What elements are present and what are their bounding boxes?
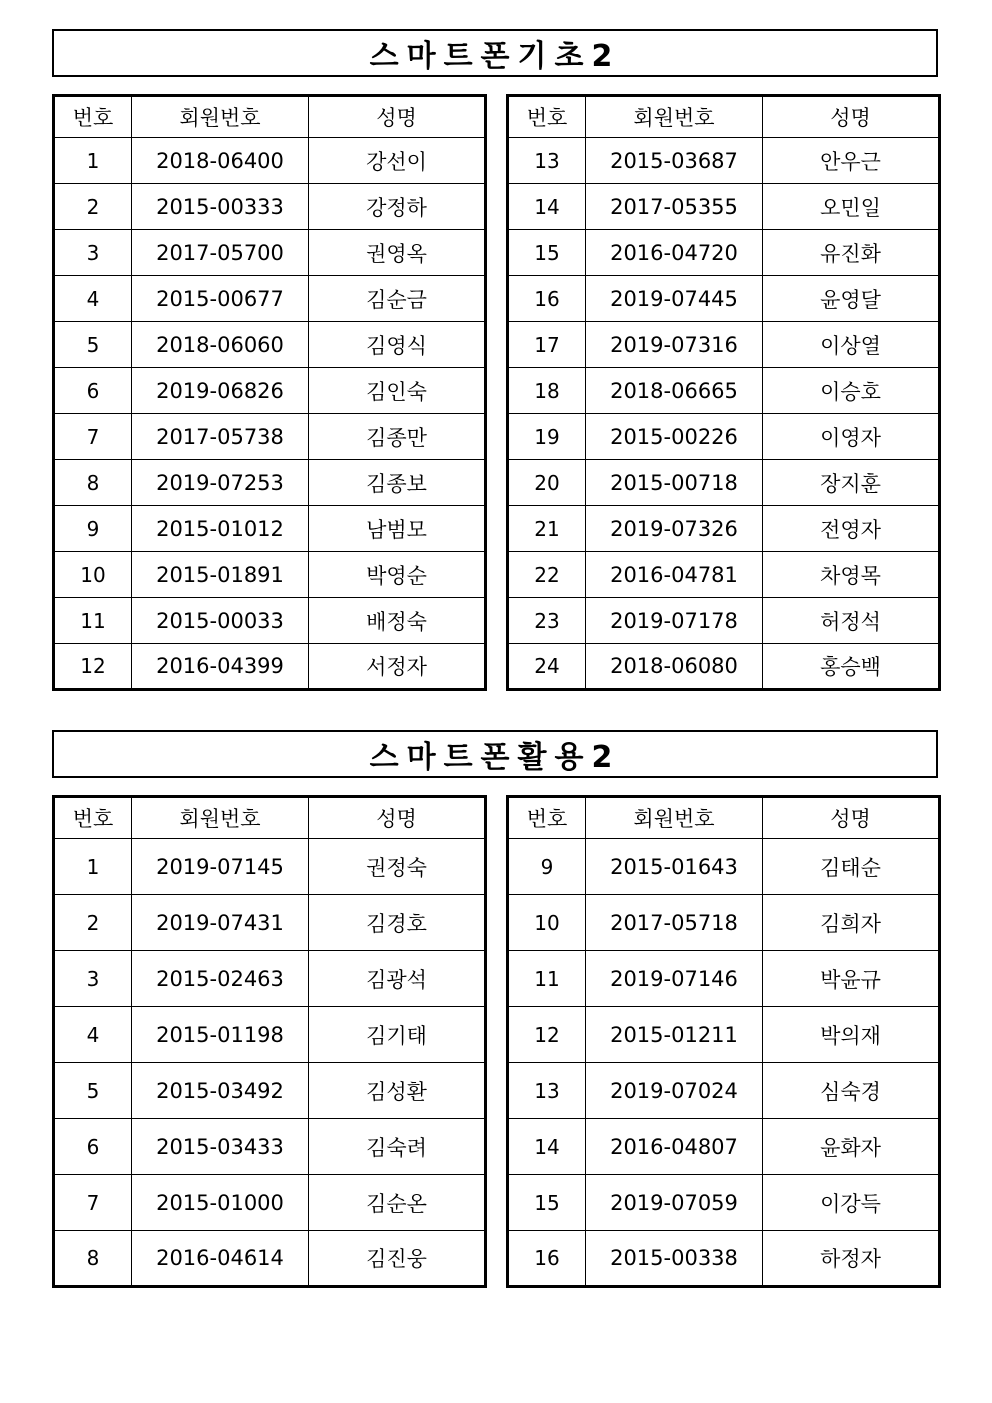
table-row	[54, 895, 486, 951]
member-number-cell: 10	[54, 552, 132, 598]
table-row	[508, 414, 940, 460]
member-name-cell: 박의재	[763, 1007, 940, 1063]
member-name-cell: 허정석	[763, 598, 940, 644]
member-number-cell: 16	[508, 1231, 586, 1287]
table-row	[54, 368, 486, 414]
member-name-cell: 이승호	[763, 368, 940, 414]
table-row	[508, 460, 940, 506]
column-header-name: 성명	[309, 797, 486, 839]
table-row	[54, 1231, 486, 1287]
member-id-cell: 2015-01012	[132, 506, 309, 552]
table-row	[508, 230, 940, 276]
table-row	[54, 951, 486, 1007]
table-row	[508, 895, 940, 951]
member-name-cell: 유진화	[763, 230, 940, 276]
column-header-no: 번호	[54, 96, 132, 138]
member-name-cell: 이강득	[763, 1175, 940, 1231]
column-header-member-id: 회원번호	[132, 797, 309, 839]
member-id-cell: 2016-04781	[586, 552, 763, 598]
column-header-name: 성명	[309, 96, 486, 138]
table-row	[508, 276, 940, 322]
member-name-cell: 서정자	[309, 644, 486, 690]
member-id-cell: 2019-07326	[586, 506, 763, 552]
member-name-cell: 김희자	[763, 895, 940, 951]
member-id-cell: 2017-05700	[132, 230, 309, 276]
member-name-cell: 김성환	[309, 1063, 486, 1119]
member-id-cell: 2019-07059	[586, 1175, 763, 1231]
member-name-cell: 강정하	[309, 184, 486, 230]
member-id-cell: 2016-04807	[586, 1119, 763, 1175]
member-id-cell: 2019-07445	[586, 276, 763, 322]
member-id-cell: 2018-06060	[132, 322, 309, 368]
member-id-cell: 2018-06400	[132, 138, 309, 184]
member-id-cell: 2015-00718	[586, 460, 763, 506]
member-name-cell: 윤영달	[763, 276, 940, 322]
member-name-cell: 안우근	[763, 138, 940, 184]
member-name-cell: 김태순	[763, 839, 940, 895]
table-row	[508, 1007, 940, 1063]
member-number-cell: 11	[508, 951, 586, 1007]
member-number-cell: 16	[508, 276, 586, 322]
table-row	[54, 230, 486, 276]
table-row	[54, 1175, 486, 1231]
member-number-cell: 3	[54, 230, 132, 276]
member-id-cell: 2015-01000	[132, 1175, 309, 1231]
member-id-cell: 2019-07145	[132, 839, 309, 895]
member-number-cell: 8	[54, 460, 132, 506]
table-row	[54, 460, 486, 506]
member-id-cell: 2019-07253	[132, 460, 309, 506]
table-row	[508, 1063, 940, 1119]
table-row	[508, 1119, 940, 1175]
member-number-cell: 5	[54, 322, 132, 368]
member-id-cell: 2015-01198	[132, 1007, 309, 1063]
table-row	[54, 1063, 486, 1119]
member-name-cell: 김순금	[309, 276, 486, 322]
column-header-no: 번호	[508, 797, 586, 839]
member-id-cell: 2015-02463	[132, 951, 309, 1007]
member-name-cell: 오민일	[763, 184, 940, 230]
table-row	[54, 552, 486, 598]
member-number-cell: 4	[54, 276, 132, 322]
column-header-no: 번호	[54, 797, 132, 839]
member-id-cell: 2015-03687	[586, 138, 763, 184]
member-name-cell: 차영목	[763, 552, 940, 598]
table-row	[54, 598, 486, 644]
table-row	[508, 598, 940, 644]
table-row	[508, 1231, 940, 1287]
table-row	[508, 839, 940, 895]
table-row	[54, 138, 486, 184]
member-name-cell: 이영자	[763, 414, 940, 460]
roster-table-basics-right	[506, 94, 941, 691]
member-number-cell: 5	[54, 1063, 132, 1119]
roster-table-advanced-right	[506, 795, 941, 1288]
member-name-cell: 전영자	[763, 506, 940, 552]
member-name-cell: 김순온	[309, 1175, 486, 1231]
member-name-cell: 박영순	[309, 552, 486, 598]
member-number-cell: 12	[508, 1007, 586, 1063]
member-number-cell: 18	[508, 368, 586, 414]
column-header-member-id: 회원번호	[586, 797, 763, 839]
member-number-cell: 2	[54, 895, 132, 951]
table-row	[54, 276, 486, 322]
member-number-cell: 2	[54, 184, 132, 230]
table-row	[508, 322, 940, 368]
roster-table-basics-left	[52, 94, 487, 691]
member-number-cell: 17	[508, 322, 586, 368]
member-number-cell: 1	[54, 839, 132, 895]
column-header-member-id: 회원번호	[132, 96, 309, 138]
member-name-cell: 윤화자	[763, 1119, 940, 1175]
section-title-basics: 스마트폰기초2	[52, 29, 938, 77]
member-name-cell: 김광석	[309, 951, 486, 1007]
member-id-cell: 2017-05718	[586, 895, 763, 951]
member-id-cell: 2015-03492	[132, 1063, 309, 1119]
member-number-cell: 13	[508, 138, 586, 184]
table-row	[54, 184, 486, 230]
member-id-cell: 2019-06826	[132, 368, 309, 414]
member-id-cell: 2018-06665	[586, 368, 763, 414]
member-name-cell: 김종보	[309, 460, 486, 506]
table-row	[54, 1119, 486, 1175]
member-number-cell: 8	[54, 1231, 132, 1287]
member-number-cell: 9	[508, 839, 586, 895]
member-number-cell: 14	[508, 1119, 586, 1175]
member-id-cell: 2017-05738	[132, 414, 309, 460]
table-row	[508, 368, 940, 414]
member-id-cell: 2015-01211	[586, 1007, 763, 1063]
member-id-cell: 2017-05355	[586, 184, 763, 230]
member-name-cell: 강선이	[309, 138, 486, 184]
member-number-cell: 1	[54, 138, 132, 184]
member-id-cell: 2019-07316	[586, 322, 763, 368]
table-row	[54, 644, 486, 690]
table-row	[508, 552, 940, 598]
member-number-cell: 21	[508, 506, 586, 552]
table-row	[54, 506, 486, 552]
member-number-cell: 23	[508, 598, 586, 644]
member-id-cell: 2015-00677	[132, 276, 309, 322]
table-row	[54, 1007, 486, 1063]
member-id-cell: 2015-01891	[132, 552, 309, 598]
member-name-cell: 홍승백	[763, 644, 940, 690]
member-number-cell: 4	[54, 1007, 132, 1063]
member-id-cell: 2019-07146	[586, 951, 763, 1007]
member-name-cell: 권정숙	[309, 839, 486, 895]
member-name-cell: 심숙경	[763, 1063, 940, 1119]
member-id-cell: 2016-04614	[132, 1231, 309, 1287]
section-title-advanced: 스마트폰활용2	[52, 730, 938, 778]
column-header-member-id: 회원번호	[586, 96, 763, 138]
member-id-cell: 2019-07024	[586, 1063, 763, 1119]
member-number-cell: 15	[508, 230, 586, 276]
column-header-no: 번호	[508, 96, 586, 138]
table-row	[508, 138, 940, 184]
member-name-cell: 장지훈	[763, 460, 940, 506]
member-number-cell: 10	[508, 895, 586, 951]
member-id-cell: 2015-03433	[132, 1119, 309, 1175]
member-name-cell: 배정숙	[309, 598, 486, 644]
member-name-cell: 김경호	[309, 895, 486, 951]
member-name-cell: 하정자	[763, 1231, 940, 1287]
table-row	[508, 1175, 940, 1231]
member-number-cell: 7	[54, 414, 132, 460]
member-id-cell: 2015-00033	[132, 598, 309, 644]
column-header-name: 성명	[763, 96, 940, 138]
member-id-cell: 2015-00226	[586, 414, 763, 460]
table-row	[54, 322, 486, 368]
member-name-cell: 김영식	[309, 322, 486, 368]
member-number-cell: 20	[508, 460, 586, 506]
member-name-cell: 김기태	[309, 1007, 486, 1063]
member-id-cell: 2016-04720	[586, 230, 763, 276]
member-number-cell: 9	[54, 506, 132, 552]
table-row	[508, 951, 940, 1007]
member-id-cell: 2018-06080	[586, 644, 763, 690]
member-number-cell: 7	[54, 1175, 132, 1231]
member-id-cell: 2015-00338	[586, 1231, 763, 1287]
member-name-cell: 김진웅	[309, 1231, 486, 1287]
column-header-name: 성명	[763, 797, 940, 839]
member-number-cell: 22	[508, 552, 586, 598]
table-row	[54, 414, 486, 460]
member-name-cell: 박윤규	[763, 951, 940, 1007]
member-number-cell: 13	[508, 1063, 586, 1119]
member-name-cell: 남범모	[309, 506, 486, 552]
member-number-cell: 14	[508, 184, 586, 230]
member-name-cell: 김인숙	[309, 368, 486, 414]
member-number-cell: 3	[54, 951, 132, 1007]
member-id-cell: 2015-01643	[586, 839, 763, 895]
member-number-cell: 19	[508, 414, 586, 460]
member-name-cell: 김숙려	[309, 1119, 486, 1175]
member-id-cell: 2019-07178	[586, 598, 763, 644]
member-number-cell: 6	[54, 1119, 132, 1175]
table-row	[508, 184, 940, 230]
member-id-cell: 2019-07431	[132, 895, 309, 951]
member-name-cell: 권영옥	[309, 230, 486, 276]
member-name-cell: 이상열	[763, 322, 940, 368]
member-number-cell: 6	[54, 368, 132, 414]
member-number-cell: 24	[508, 644, 586, 690]
member-number-cell: 12	[54, 644, 132, 690]
table-row	[508, 644, 940, 690]
roster-table-advanced-left	[52, 795, 487, 1288]
table-row	[54, 839, 486, 895]
member-name-cell: 김종만	[309, 414, 486, 460]
table-row	[508, 506, 940, 552]
member-number-cell: 11	[54, 598, 132, 644]
member-id-cell: 2015-00333	[132, 184, 309, 230]
member-id-cell: 2016-04399	[132, 644, 309, 690]
member-number-cell: 15	[508, 1175, 586, 1231]
